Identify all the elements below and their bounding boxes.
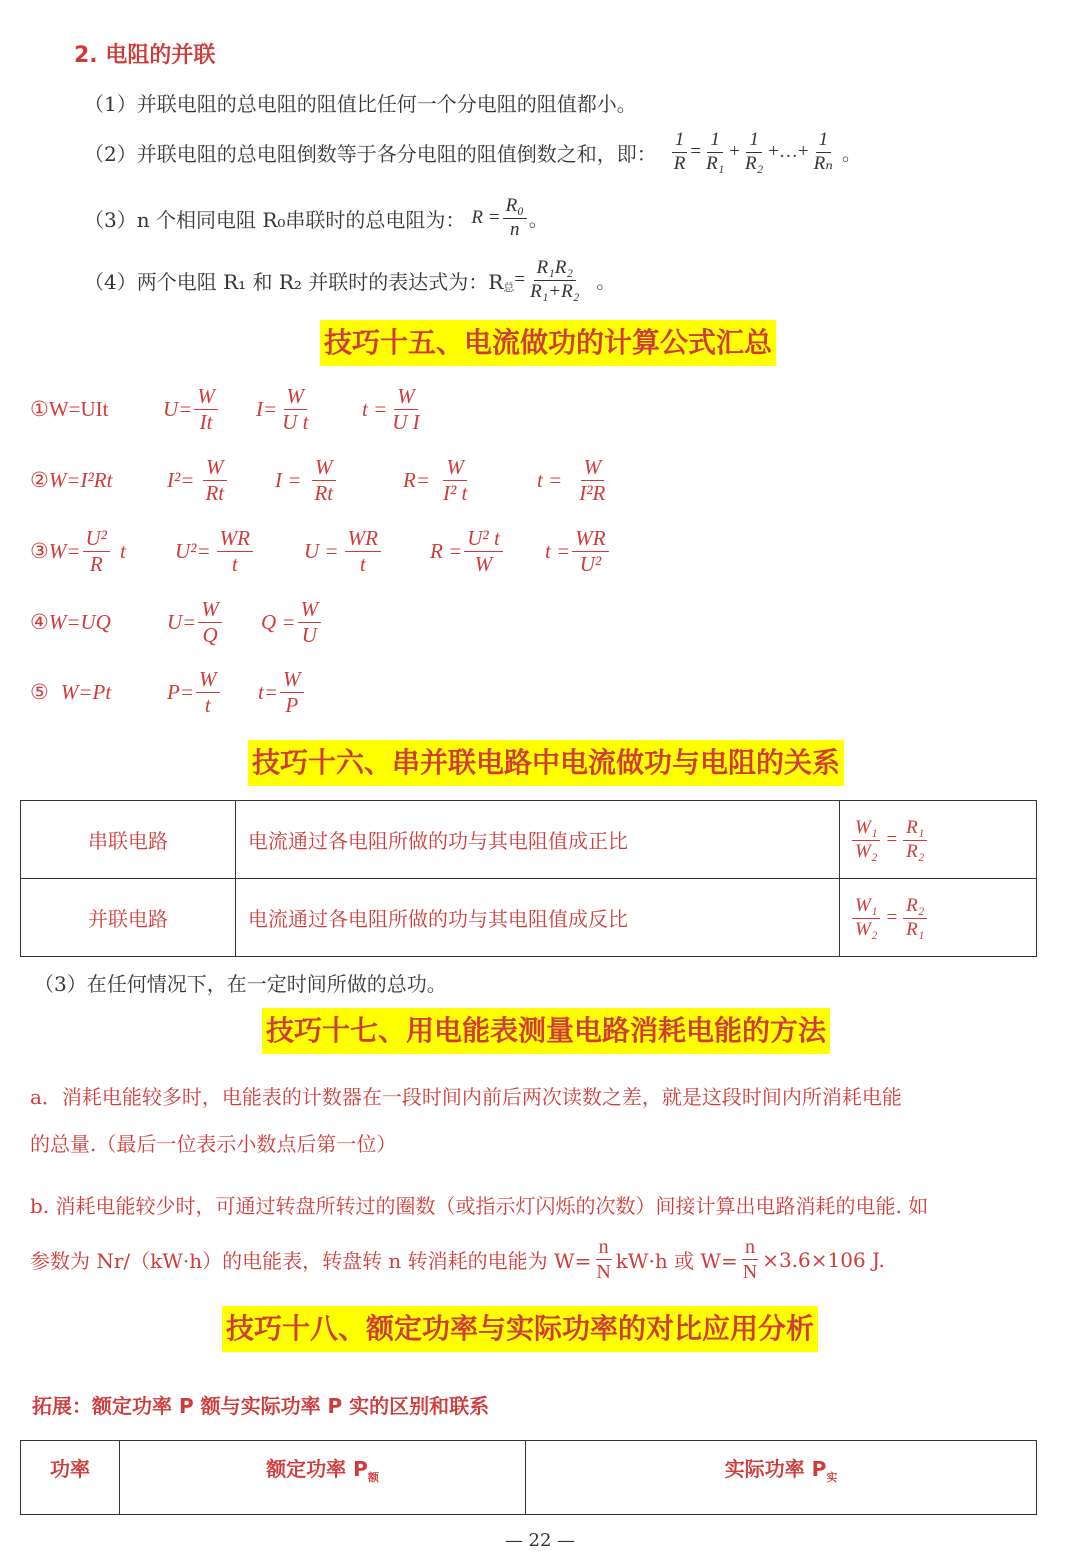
- extension-heading: 拓展：额定功率 P 额与实际功率 P 实的区别和联系: [32, 1394, 490, 1418]
- formula-4-u: U= $\frac{W}{Q}$: [167, 598, 224, 647]
- formula-1-i: I= $\frac{W}{\text{U t}}$: [256, 384, 309, 435]
- relation-desc-cell: 电流通过各电阻所做的功与其电阻值成反比: [236, 879, 840, 957]
- formula-2-r: R= $\frac{W}{\text{I² t}}$: [403, 455, 468, 506]
- circuit-type-cell: 串联电路: [21, 801, 236, 879]
- formula-2-i2: I²= $\frac{W}{Rt}$: [167, 456, 229, 505]
- ratio-formula-cell: $\frac{\text{W₁}}{\text{W₂}}$ = $\frac{\text{R₁}}{\text{R₂}}$: [840, 801, 1037, 879]
- formula-4-main: ④ W=UQ: [30, 610, 111, 634]
- formula-3-r: R = $\frac{\text{U² t}}{W}$: [430, 527, 505, 576]
- paragraph-2: [84, 130, 861, 175]
- table-header-row: [21, 1441, 1037, 1515]
- formula-5-t: t= $\frac{W}{P}$: [258, 668, 306, 717]
- paragraph-2-text: （2）并联电阻的总电阻倒数等于各分电阻的阻值倒数之和，即：: [84, 141, 657, 166]
- formula-1-u: U= $\frac{W}{It}$: [163, 385, 220, 434]
- ratio-formula-cell: $\frac{\text{W₁}}{\text{W₂}}$ = $\frac{\text{R₂}}{\text{R₁}}$: [840, 879, 1037, 957]
- relation-desc-cell: 电流通过各电阻所做的功与其电阻值成正比: [236, 801, 840, 879]
- paragraph-1: （1）并联电阻的总电阻的阻值比任何一个分电阻的阻值都小。: [84, 92, 637, 116]
- table-row: [21, 801, 1037, 879]
- parallel-resistance-formula: $\frac{1}{R}$ = $\frac{1}{\text{R₁}}$ + $\frac{1}{\text{R₂}}$ +…+ $\frac{1}{\text{Rₙ}}$ 。: [673, 129, 861, 174]
- formula-3-u2: U²= $\frac{WR}{t}$: [175, 527, 255, 576]
- formula-1-t: t = $\frac{W}{\text{U I}}$: [362, 384, 420, 435]
- work-resistance-table: [20, 800, 1037, 957]
- header-rated-power: 额定功率 $P_额$: [120, 1441, 526, 1515]
- formula-4-q: Q = $\frac{W}{U}$: [261, 598, 323, 647]
- header-actual-power: 实际功率 $P_实$: [526, 1441, 1037, 1515]
- banner-tip-16: 技巧十六、串并联电路中电流做功与电阻的关系: [248, 740, 844, 786]
- paragraph-3: （3）n 个相同电阻 R₀串联时的总电阻为： R = $\frac{\text{R₀}}{n}$ 。: [84, 195, 548, 240]
- page-number: — 22 —: [504, 1530, 576, 1551]
- paragraph-a-line1: a．消耗电能较多时，电能表的计数器在一段时间内前后两次读数之差，就是这段时间内所消耗电能: [30, 1085, 902, 1109]
- paragraph-a-line2: 的总量.（最后一位表示小数点后第一位）: [30, 1132, 397, 1156]
- formula-3-u: U = $\frac{WR}{t}$: [304, 527, 383, 576]
- paragraph-b-line2: 参数为 Nr/（kW·h）的电能表，转盘转 n 转消耗的电能为 W= $\frac{n}{N}$ kW·h 或 W= $\frac{n}{N}$ ×3.6×106 J.: [30, 1236, 885, 1283]
- power-compare-table: [20, 1440, 1037, 1515]
- two-resistors-formula: = $\frac{\text{R₁R₂}}{\text{R₁+R₂}}$ 。: [514, 257, 616, 302]
- paragraph-b-line1: b. 消耗电能较少时，可通过转盘所转过的圈数（或指示灯闪烁的次数）间接计算出电路消耗的电能. 如: [30, 1194, 929, 1218]
- formula-5-p: P= $\frac{W}{t}$: [167, 668, 222, 717]
- identical-resistors-formula: R = $\frac{\text{R₀}}{n}$ 。: [471, 195, 548, 240]
- formula-2-main: ② W=I²Rt: [30, 468, 113, 492]
- formula-2-i: I = $\frac{W}{Rt}$: [275, 456, 338, 505]
- formula-3-t: t = $\frac{WR}{\text{U²}}$: [545, 527, 611, 576]
- paragraph-4: （4）两个电阻 R₁ 和 R₂ 并联时的表达式为：R $_总$ = $\frac{\text{R₁R₂}}{\text{R₁+R₂}}$ 。: [84, 257, 616, 302]
- table-row: [21, 879, 1037, 957]
- banner-tip-18: 技巧十八、额定功率与实际功率的对比应用分析: [222, 1306, 818, 1352]
- formula-2-t: t = $\frac{W}{\text{I²R}}$: [537, 455, 606, 506]
- banner-tip-15: 技巧十五、电流做功的计算公式汇总: [320, 320, 776, 366]
- circuit-type-cell: 并联电路: [21, 879, 236, 957]
- banner-tip-17: 技巧十七、用电能表测量电路消耗电能的方法: [262, 1008, 830, 1054]
- formula-1-main: ①W=UIt: [30, 397, 109, 421]
- formula-5-main: ⑤ W=Pt: [30, 680, 112, 704]
- header-power: 功率: [21, 1441, 120, 1515]
- section-title: 2. 电阻的并联: [74, 43, 216, 68]
- note-3: （3）在任何情况下，在一定时间所做的总功。: [34, 972, 447, 996]
- formula-3-main: ③ W= $\frac{\text{U²}}{R}$ t: [30, 526, 126, 577]
